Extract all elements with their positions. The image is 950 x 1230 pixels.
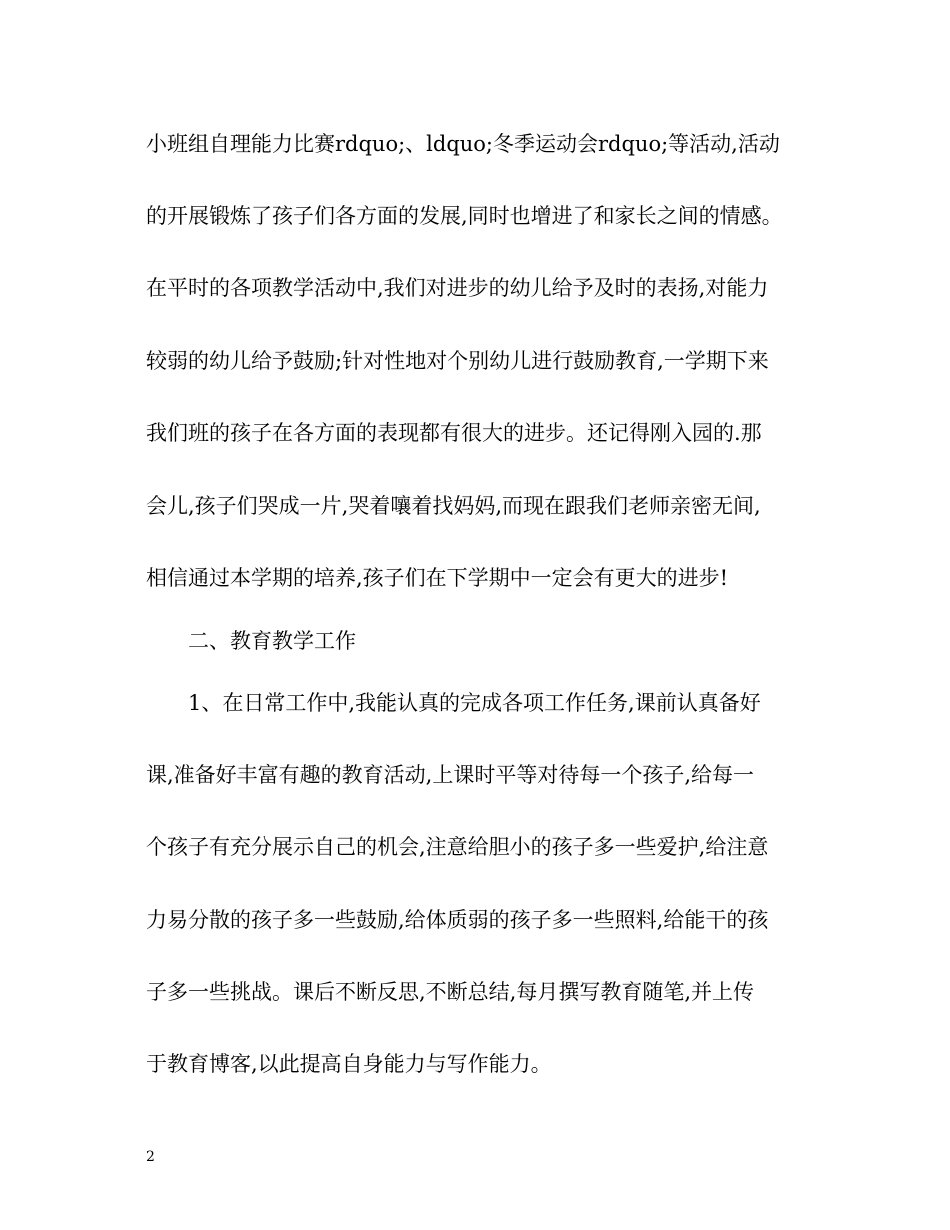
text-line: 子多一些挑战。课后不断反思,不断总结,每月撰写教育随笔,并上传 xyxy=(146,980,755,1004)
section-heading: 二、教育教学工作 xyxy=(146,629,356,653)
text-line: 较弱的幼儿给予鼓励;针对性地对个别幼儿进行鼓励教育,一学期下来 xyxy=(146,349,769,373)
text-line: 会儿,孩子们哭成一片,哭着嚷着找妈妈,而现在跟我们老师亲密无间, xyxy=(146,494,761,518)
text-line: 课,准备好丰富有趣的教育活动,上课时平等对待每一个孩子,给每一 xyxy=(146,763,755,787)
text-line: 个孩子有充分展示自己的机会,注意给胆小的孩子多一些爱护,给注意 xyxy=(146,835,769,859)
text-line: 于教育博客,以此提高自身能力与写作能力。 xyxy=(146,1052,552,1076)
text-line: 在平时的各项教学活动中,我们对进步的幼儿给予及时的表扬,对能力 xyxy=(146,276,769,300)
page-number: 2 xyxy=(146,1149,155,1165)
text-line: 小班组自理能力比赛rdquo;、ldquo;冬季运动会rdquo;等活动,活动 xyxy=(146,132,780,156)
text-line: 我们班的孩子在各方面的表现都有很大的进步。还记得刚入园的.那 xyxy=(146,421,762,445)
text-line: 力易分散的孩子多一些鼓励,给体质弱的孩子多一些照料,给能干的孩 xyxy=(146,908,769,932)
text-line: 1、在日常工作中,我能认真的完成各项工作任务,课前认真备好 xyxy=(146,691,761,715)
text-line: 的开展锻炼了孩子们各方面的发展,同时也增进了和家长之间的情感。 xyxy=(146,204,783,228)
text-line: 相信通过本学期的培养,孩子们在下学期中一定会有更大的进步! xyxy=(146,566,729,590)
